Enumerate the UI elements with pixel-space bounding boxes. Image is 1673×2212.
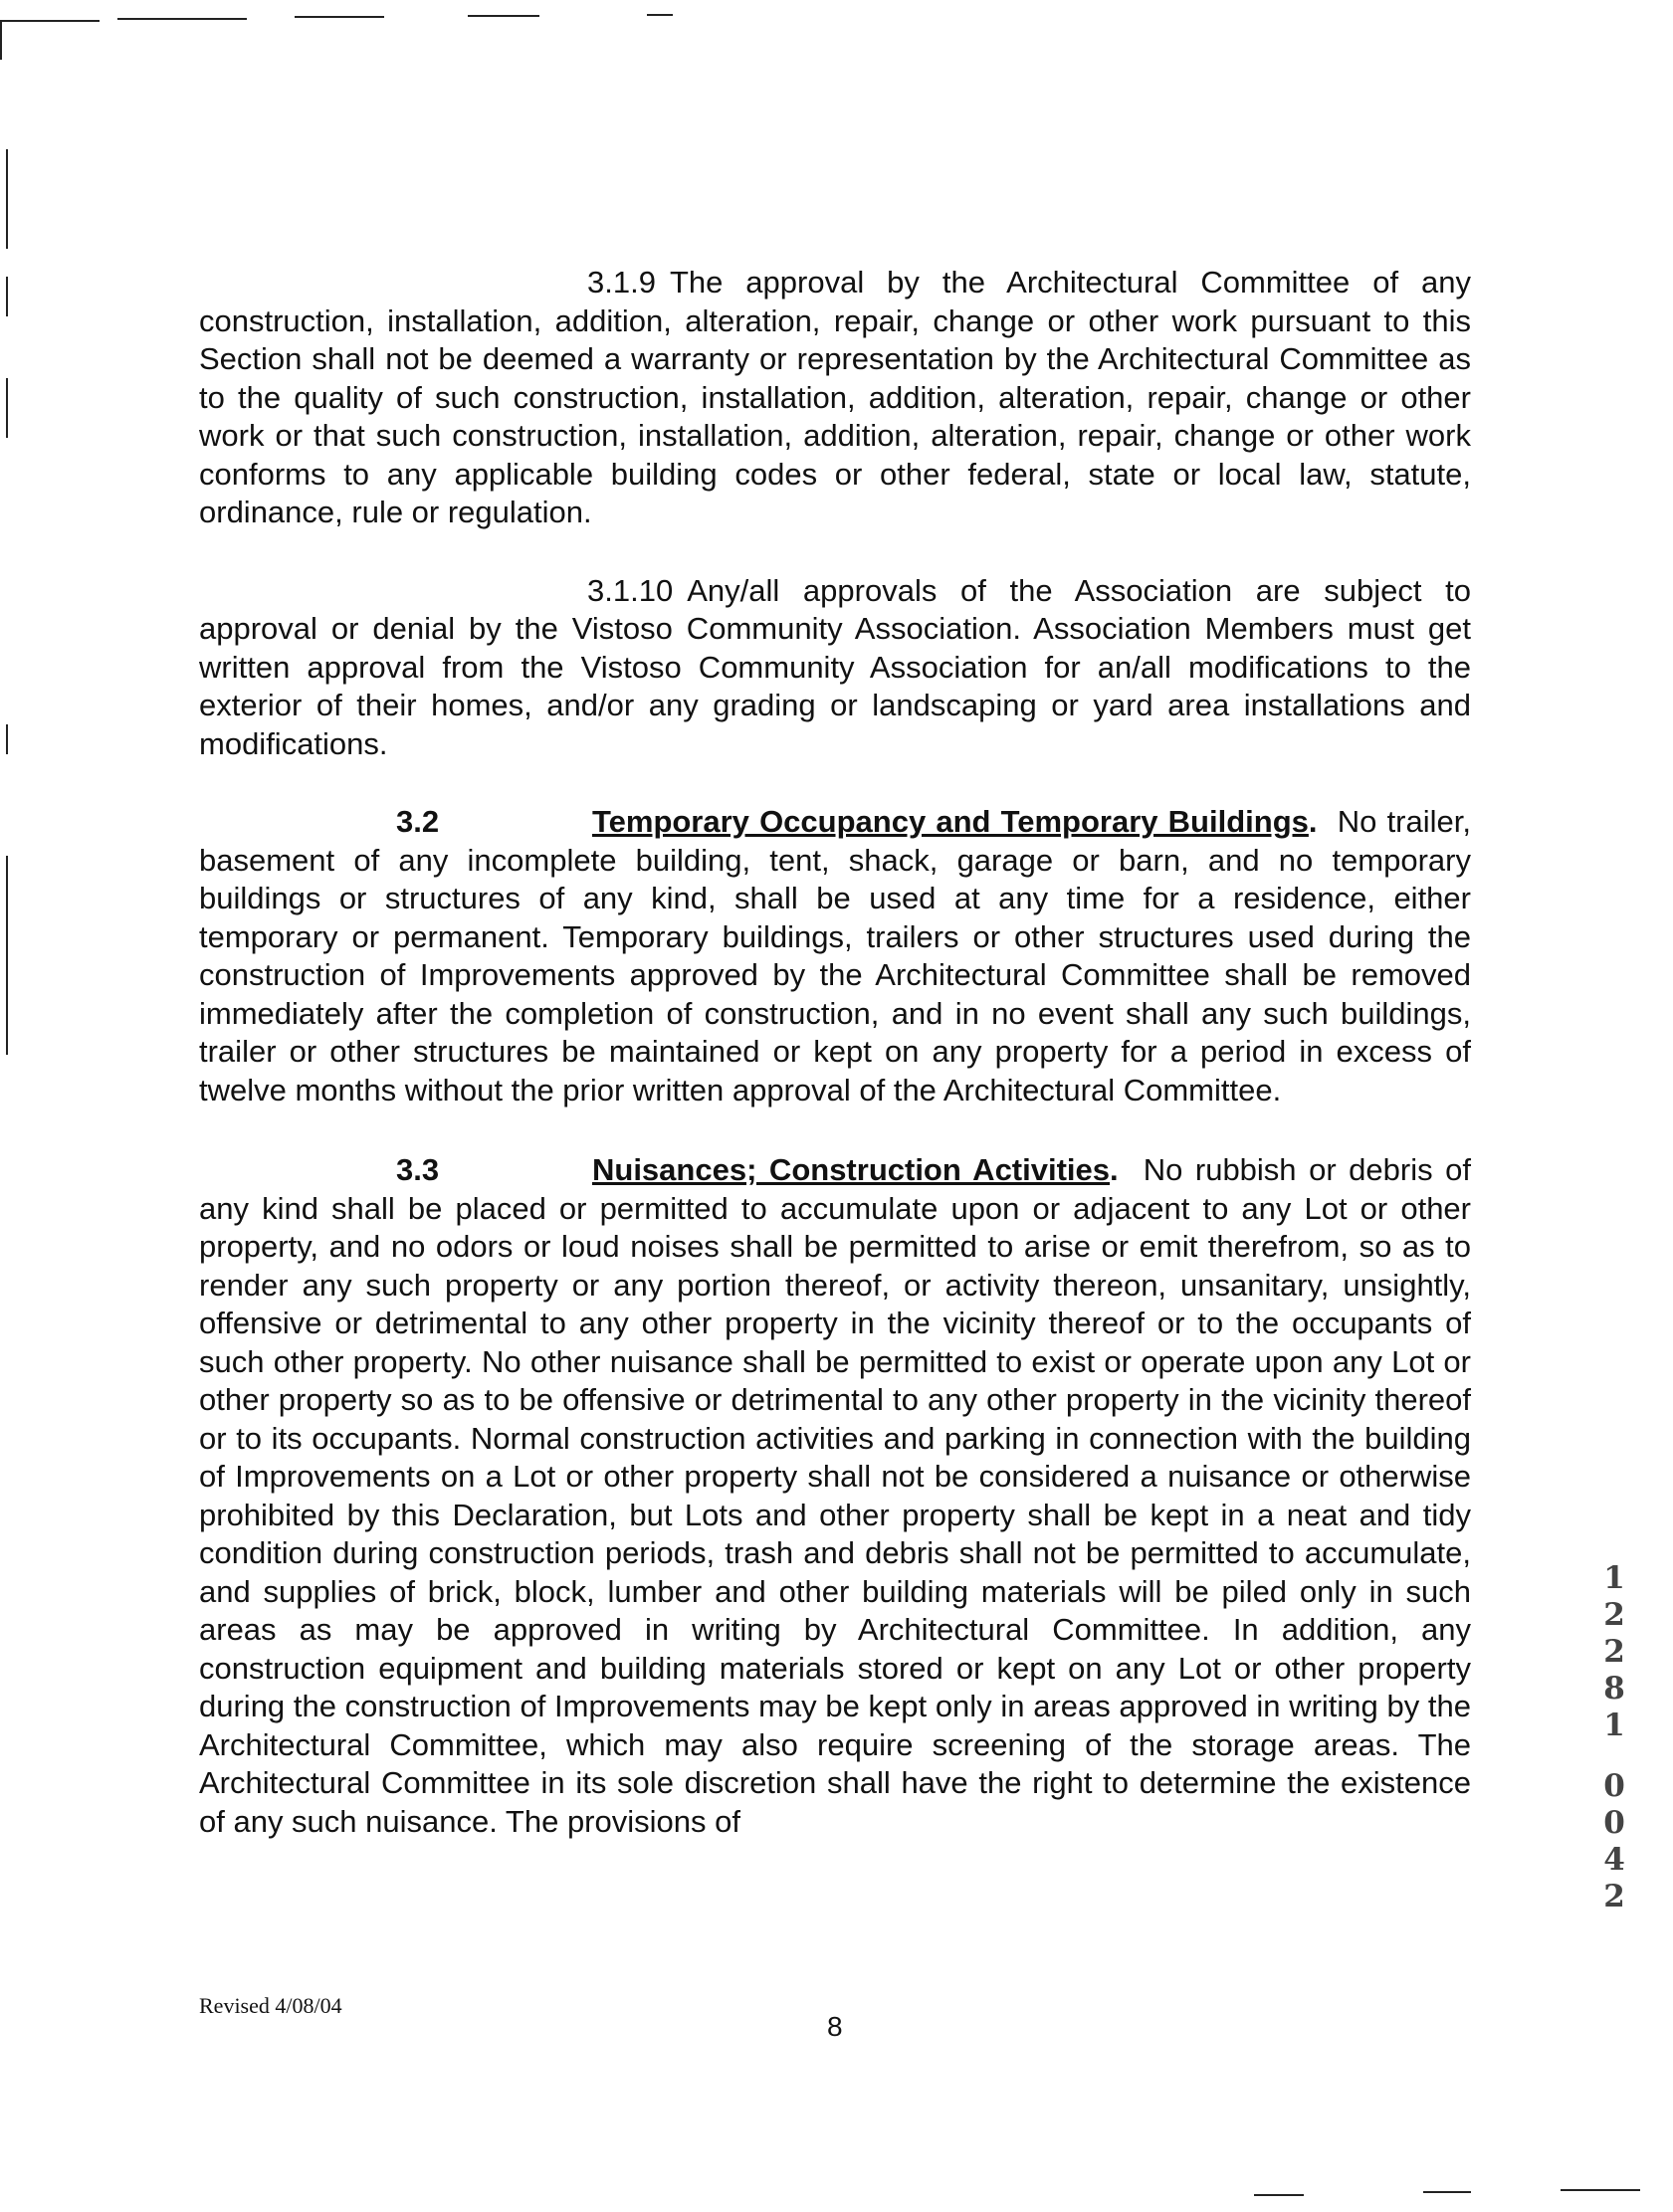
scan-border-top (647, 14, 673, 16)
stamp-digit: 2 (1603, 1879, 1625, 1914)
stamp-digit: 0 (1603, 1768, 1625, 1804)
scan-border-top (468, 15, 539, 17)
page-number: 8 (827, 2011, 843, 2042)
paragraph-text: Any/all approvals of the Association are subject to approval or denial by the Vistoso Community Association. Association Members must get written approval from the Vistoso Community Association for an/all modifications to the exterior of their homes, and/or any grading or landscaping or yard area installations and modifications. (199, 572, 1471, 761)
stamp-digit: 0 (1603, 1805, 1625, 1841)
section-number: 3.2 (396, 804, 440, 839)
scan-border-left (6, 149, 8, 249)
scan-border-left (6, 856, 8, 1055)
section-3-2: 3.2 Temporary Occupancy and Temporary Buildings. No trailer, basement of any incomplete building, tent, shack, garage or barn, and no temporary buildings or structures of any kind, shall be used at any time for a residence, either temporary or permanent. Temporary buildings, trailers or other structures used during the construction of Improvements approved by the Architectural Committee shall be removed immediately after the completion of construction, and in no event shall any such buildings, trailer or other structures be maintained or kept on any property for a period in excess of twelve months without the prior written approval of the Architectural Committee. (199, 804, 1471, 1107)
scan-border-bottom (1561, 2189, 1640, 2191)
paragraph-text: The approval by the Architectural Committee of any construction, installation, addition, alteration, repair, change or other work pursuant to this Section shall not be deemed a warranty or representation by the Architectural Committee as to the quality of such construction, installation, addition, alteration, repair, change or other work or that such construction, installation, addition, alteration, repair, change or other work conforms to any applicable building codes or other federal, state or local law, statute, ordinance, rule or regulation. (199, 265, 1471, 529)
section-number: 3.3 (396, 1152, 440, 1187)
scan-border-bottom (1423, 2191, 1471, 2193)
section-text: No trailer, basement of any incomplete building, tent, shack, garage or barn, and no temporary buildings or structures of any kind, shall be used at any time for a residence, either temporary or permanent. Temporary buildings, trailers or other structures used during the construction of Improvements approved by the Architectural Committee shall be removed immediately after the completion of construction, and in no event shall any such buildings, trailer or other structures be maintained or kept on any property for a period in excess of twelve months without the prior written approval of the Architectural Committee. (199, 804, 1471, 1107)
scan-border-top (0, 20, 100, 22)
paragraph-3-1-9 (199, 264, 1471, 532)
paragraph-number: 3.1.10 (587, 572, 674, 608)
stamp-digit: 1 (1603, 1708, 1625, 1743)
section-3-3: 3.3 Nuisances; Construction Activities. No rubbish or debris of any kind shall be placed or permitted to accumulate upon or adjacent to any Lot or other property, and no odors or loud noises shall be permitted to arise or emit therefrom, so as to render any such property or any portion thereof, or activity thereon, unsanitary, unsightly, offensive or detrimental to any other property in the vicinity thereof or to the occupants of such other property. No other nuisance shall be permitted to exist or operate upon any Lot or other property so as to be offensive or detrimental to any other property in the vicinity thereof or to its occupants. Normal construction activities and parking in connection with the building of Improvements on a Lot or other property shall not be considered a nuisance or otherwise prohibited by this Declaration, but Lots and other property shall be kept in a neat and tidy condition during construction periods, trash and debris shall not be permitted to accumulate, and supplies of brick, block, lumber and other building materials will be piled only in such areas as may be approved in writing by Architectural Committee. In addition, any construction equipment and building materials stored or kept on any Lot or other property during the construction of Improvements may be kept only in areas approved in writing by the Architectural Committee, which may also require screening of the storage areas. The Architectural Committee in its sole discretion shall have the right to determine the existence of any such nuisance. The provisions of (199, 1152, 1471, 1839)
stamp-digit: 8 (1603, 1671, 1625, 1707)
scan-border-left (0, 20, 2, 60)
section-text: No rubbish or debris of any kind shall be placed or permitted to accumulate upon or adjacent to any Lot or other property, and no odors or loud noises shall be permitted to arise or emit therefrom, so as to render any such property or any portion thereof, or activity thereon, unsanitary, unsightly, offensive or detrimental to any other property in the vicinity thereof or to the occupants of such other property. No other nuisance shall be permitted to exist or operate upon any Lot or other property so as to be offensive or detrimental to any other property in the vicinity thereof or to its occupants. Normal construction activities and parking in connection with the building of Improvements on a Lot or other property shall not be considered a nuisance or otherwise prohibited by this Declaration, but Lots and other property shall be kept in a neat and tidy condition during construction periods, trash and debris shall not be permitted to accumulate, and supplies of brick, block, lumber and other building materials will be piled only in such areas as may be approved in writing by Architectural Committee. In addition, any construction equipment and building materials stored or kept on any Lot or other property during the construction of Improvements may be kept only in areas approved in writing by the Architectural Committee, which may also require screening of the storage areas. The Architectural Committee in its sole discretion shall have the right to determine the existence of any such nuisance. The provisions of (199, 1152, 1471, 1839)
paragraph-number: 3.1.9 (587, 265, 656, 300)
scan-border-top (117, 18, 247, 20)
scan-border-left (6, 277, 8, 316)
stamp-digit: 1 (1603, 1560, 1625, 1596)
scan-border-left (6, 378, 8, 438)
stamp-digit: 2 (1603, 1597, 1625, 1633)
document-body (199, 264, 1471, 1841)
section-heading: Nuisances; Construction Activities (592, 1152, 1111, 1187)
stamp-gap (1596, 1744, 1632, 1768)
section-heading: Temporary Occupancy and Temporary Buildings (592, 804, 1309, 839)
paragraph-3-1-10 (199, 572, 1471, 764)
scan-border-bottom (1254, 2194, 1304, 2196)
stamp-digit: 2 (1603, 1634, 1625, 1670)
revised-date: Revised 4/08/04 (199, 1993, 342, 2018)
recording-stamp (1596, 1560, 1632, 1915)
scan-border-top (295, 16, 384, 18)
stamp-digit: 4 (1603, 1842, 1625, 1878)
scan-border-left (6, 724, 8, 754)
